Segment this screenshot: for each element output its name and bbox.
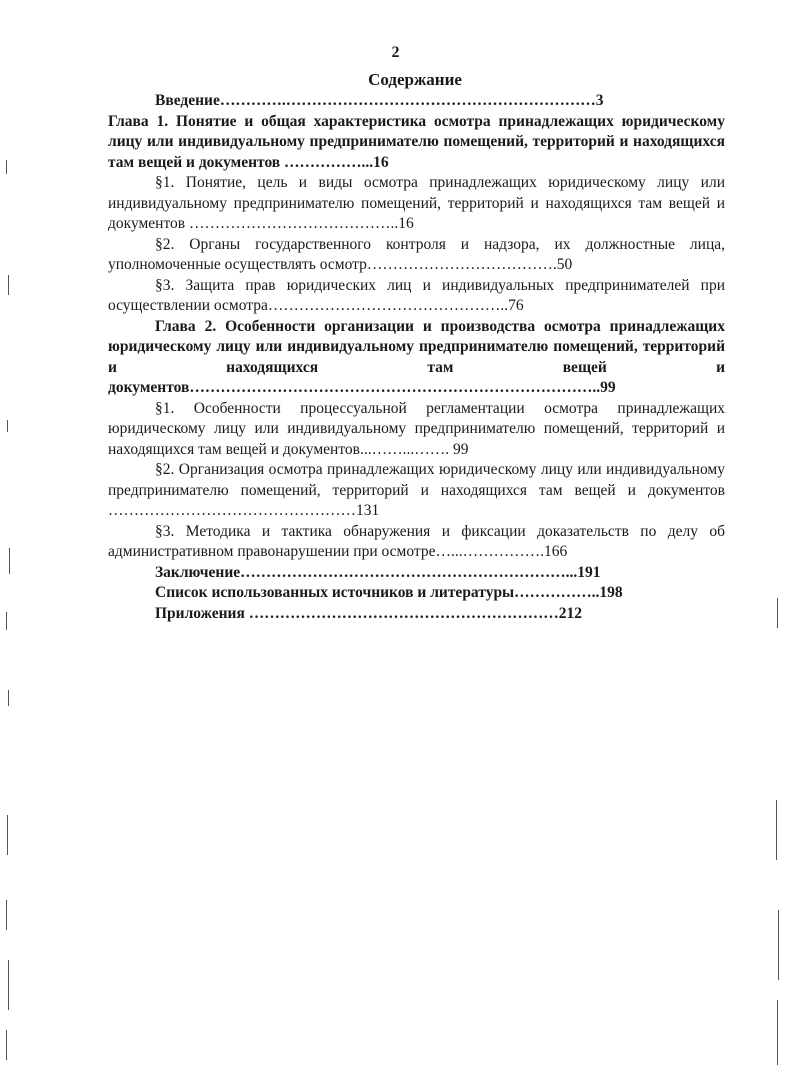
toc-entry-conclusion: Заключение………………………………………………………...191 — [155, 563, 601, 581]
toc-title: Содержание — [368, 70, 462, 89]
scan-speck — [778, 910, 779, 980]
toc-entry-section-1-2: §2. Органы государственного контроля и надзора, их должностные лица, уполномоченные осуществлять осмотр……………………………….50 — [108, 235, 725, 273]
scan-speck — [7, 815, 8, 855]
table-of-contents — [108, 91, 725, 624]
scan-speck — [9, 548, 10, 574]
toc-entry-section-2-2: §2. Организация осмотра принадлежащих юридическому лицу или индивидуальному предпринимателю помещений, территорий и находящихся там вещей и документов …………………………………………131 — [108, 461, 725, 519]
scan-speck — [8, 960, 9, 1010]
scan-speck — [776, 800, 777, 860]
toc-entry-sources: Список использованных источников и литературы……………..198 — [155, 584, 623, 601]
toc-entry-section-1-1: §1. Понятие, цель и виды осмотра принадлежащих юридическому лицу или индивидуальному предпринимателю помещений, территорий и находящихся там вещей и документов …………………………………..16 — [108, 174, 725, 232]
scan-speck — [6, 900, 7, 930]
scan-speck — [7, 420, 8, 432]
scan-speck — [6, 612, 7, 630]
toc-entry-introduction: Введение………….……………………………………………………3 — [155, 92, 604, 109]
scan-speck — [777, 598, 778, 628]
toc-entry-chapter-1: Глава 1. Понятие и общая характеристика осмотра принадлежащих юридическому лицу или индивидуальному предпринимателю помещений, территорий и находящихся там вещей и документов ……………...16 — [108, 112, 725, 171]
scan-speck — [6, 160, 7, 174]
scan-speck — [8, 275, 9, 295]
toc-entry-section-2-3: §3. Методика и тактика обнаружения и фиксации доказательств по делу об административном правонарушении при осмотре…...…………….166 — [108, 522, 725, 560]
toc-entry-appendix: Приложения ……………………………………………………212 — [155, 604, 582, 622]
scan-speck — [777, 1000, 778, 1065]
toc-entry-chapter-2: Глава 2. Особенности организации и производства осмотра принадлежащих юридическому лицу или индивидуальному предпринимателю помещений, территорий и находящихся там вещей и документов……………………………………………………………………..99 — [108, 317, 725, 396]
scan-speck — [6, 1030, 7, 1060]
toc-entry-section-1-3: §3. Защита прав юридических лиц и индивидуальных предпринимателей при осуществлении осмотра………………………………………..76 — [108, 276, 725, 314]
toc-entry-section-2-1: §1. Особенности процессуальной регламентации осмотра принадлежащих юридическому лицу или индивидуальному предпринимателю помещений, территорий и находящихся там вещей и документов...……...……. 99 — [108, 399, 725, 458]
scan-speck — [8, 690, 9, 706]
page-number: 2 — [391, 44, 400, 61]
